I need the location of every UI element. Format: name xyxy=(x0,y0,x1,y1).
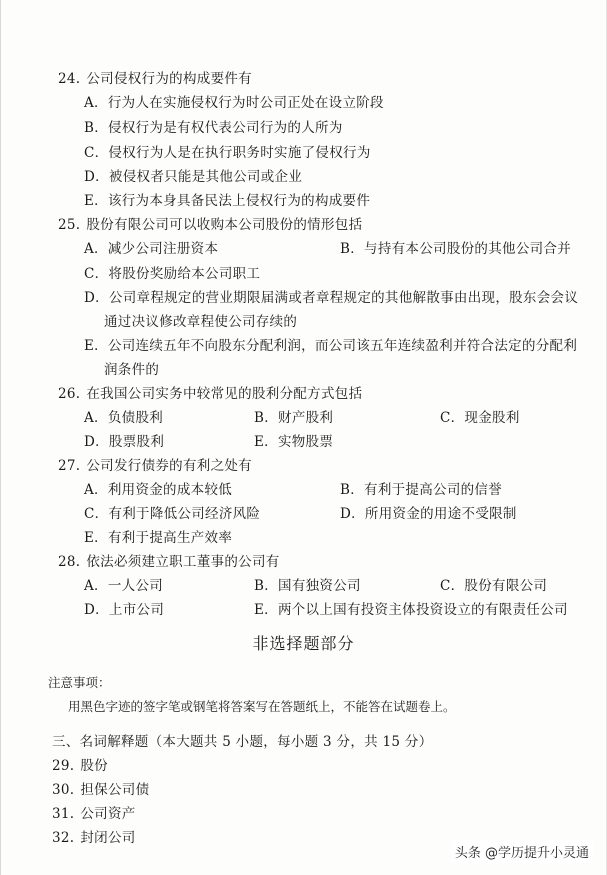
item-number: 30. xyxy=(52,782,75,798)
q24-option-d: D．被侵权者只能是其他公司或企业 xyxy=(84,169,303,185)
q26-option-d: D．股票股利 xyxy=(84,434,165,450)
q27-option-a: A．利用资金的成本较低 xyxy=(84,482,233,498)
q24-option-e: E．该行为本身具备民法上侵权行为的构成要件 xyxy=(84,193,371,209)
item-text: 股份 xyxy=(80,758,108,774)
section-title: 非选择题部分 xyxy=(252,634,355,653)
question-text: 依法必须建立职工董事的公司有 xyxy=(86,554,280,570)
q25-option-b: B．与持有本公司股份的其他公司合并 xyxy=(340,241,572,257)
q28-option-c: C．股份有限公司 xyxy=(440,578,548,594)
q27-option-c: C．有利于降低公司经济风险 xyxy=(84,506,261,522)
question-26-stem xyxy=(58,385,362,403)
q26-option-c: C．现金股利 xyxy=(440,410,520,426)
q27-option-d: D．所用资金的用途不受限制 xyxy=(340,506,517,522)
q24-option-b: B．侵权行为是有权代表公司行为的人所为 xyxy=(84,120,343,136)
q28-option-b: B．国有独资公司 xyxy=(254,578,361,594)
q25-option-d-continued: 通过决议修改章程使公司存续的 xyxy=(104,314,298,330)
notice-text: 用黑色字迹的签字笔或钢笔将答案写在答题纸上，不能答在试题卷上。 xyxy=(68,699,456,714)
watermark: 头条 @学历提升小灵通 xyxy=(451,840,593,863)
item-text: 公司资产 xyxy=(80,806,136,822)
question-text: 在我国公司实务中较常见的股利分配方式包括 xyxy=(86,386,363,402)
q25-option-a: A．减少公司注册资本 xyxy=(84,241,219,257)
question-27-stem xyxy=(58,457,252,475)
item-text: 担保公司债 xyxy=(80,782,150,798)
question-text: 公司侵权行为的构成要件有 xyxy=(86,71,252,87)
question-24-stem xyxy=(58,70,252,88)
part3-item-31 xyxy=(52,805,136,823)
part3-item-32 xyxy=(52,829,136,847)
q25-option-e: E．公司连续五年不向股东分配利润，而公司该五年连续盈利并符合法定的分配利 xyxy=(84,338,578,354)
q28-option-d: D．上市公司 xyxy=(84,602,165,618)
question-number: 26. xyxy=(58,386,81,402)
q27-option-b: B．有利于提高公司的信誉 xyxy=(340,482,503,498)
item-number: 29. xyxy=(52,758,75,774)
q24-option-a: A．行为人在实施侵权行为时公司正处在设立阶段 xyxy=(84,95,384,111)
q25-option-c: C．将股份奖励给本公司职工 xyxy=(84,266,261,282)
notice-label: 注意事项： xyxy=(48,675,111,690)
question-number: 25. xyxy=(58,217,81,233)
q28-option-e: E．两个以上国有投资主体投资设立的有限责任公司 xyxy=(254,602,568,618)
part3-heading: 三、名词解释题（本大题共 5 小题，每小题 3 分，共 15 分） xyxy=(52,734,433,750)
question-number: 28. xyxy=(58,554,81,570)
question-28-stem xyxy=(58,553,280,571)
q26-option-b: B．财产股利 xyxy=(254,410,334,426)
q27-option-e: E．有利于提高生产效率 xyxy=(84,530,233,546)
part3-item-30 xyxy=(52,781,149,799)
question-number: 27. xyxy=(58,458,81,474)
question-25-stem xyxy=(58,216,362,234)
item-text: 封闭公司 xyxy=(80,830,136,846)
q25-option-e-continued: 润条件的 xyxy=(104,362,160,378)
question-number: 24. xyxy=(58,71,81,87)
q26-option-a: A．负债股利 xyxy=(84,410,164,426)
q25-option-d: D．公司章程规定的营业期限届满或者章程规定的其他解散事由出现，股东会会议 xyxy=(84,290,579,306)
q28-option-a: A．一人公司 xyxy=(84,578,164,594)
q26-option-e: E．实物股票 xyxy=(254,434,334,450)
item-number: 32. xyxy=(52,830,75,846)
part3-item-29 xyxy=(52,757,108,775)
question-text: 公司发行债券的有利之处有 xyxy=(86,458,252,474)
item-number: 31. xyxy=(52,806,75,822)
q24-option-c: C．侵权行为人是在执行职务时实施了侵权行为 xyxy=(84,145,371,161)
question-text: 股份有限公司可以收购本公司股份的情形包括 xyxy=(86,217,363,233)
